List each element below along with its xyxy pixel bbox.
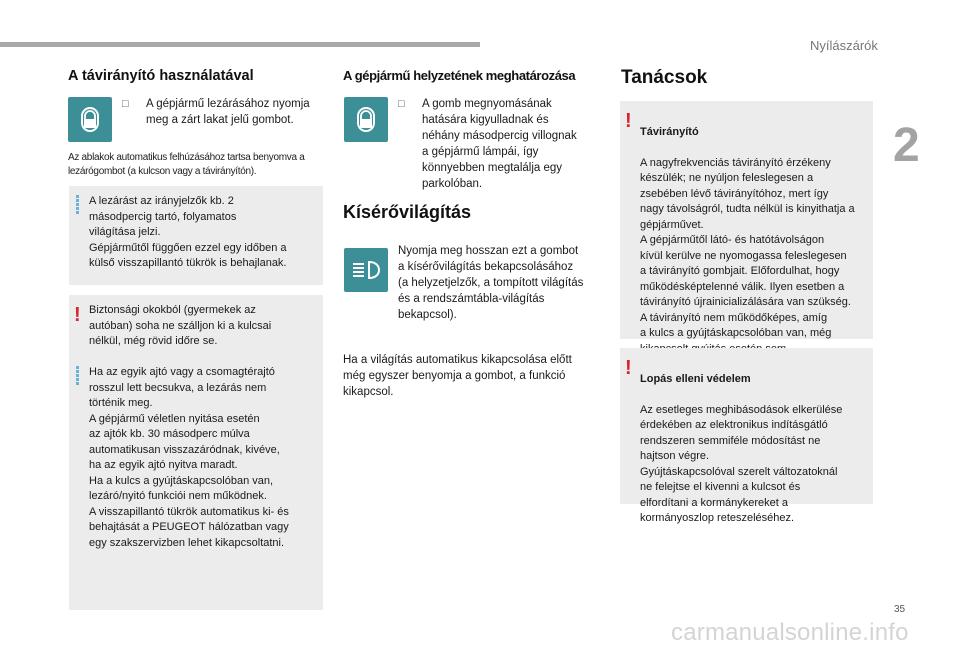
warning-box-remote (620, 101, 873, 339)
warning-box-children: ! Biztonsági okokból (gyermekek az autóban) soha ne szálljon ki a kulcsai nélkül, még rövid időre se. (69, 295, 323, 357)
checkbox-bullet-icon: □ (398, 98, 405, 110)
info-box-door-lock: Ha az egyik ajtó vagy a csomagtérajtó rosszul lett becsukva, a lezárás nem történik meg. A gépjármű véletlen nyitása esetén az ajtók kb. 30 másodperc múlva automatikusan visszazáródnak, kivéve, ha az egyik ajtó nyitva maradt. Ha a kulcs a gyújtáskapcsolóban van, lezáró/nyitó funkciói nem működnek. A visszapillantó tükrök automatikus ki- és behajtását a PEUGEOT hálózatban vagy egy szakszervizben lehet kikapcsoltatni. (69, 357, 323, 610)
info-icon (76, 195, 79, 217)
info-box-lock-signal: A lezárást az irányjelzők kb. 2 másodpercig tartó, folyamatos világítása jelzi. Gépjárműtől függően ezzel egy időben a külső visszapillantó tükrök is behajlanak. (69, 186, 323, 285)
warning-icon: ! (625, 110, 632, 132)
headlamp-button-image (344, 248, 388, 292)
tip-antitheft-title: Lopás elleni védelem (640, 372, 751, 385)
heading-remote-use: A távirányító használatával (68, 68, 254, 84)
header-rule (0, 42, 480, 47)
heading-locate-vehicle: A gépjármű helyzetének meghatározása (343, 68, 576, 83)
headlamp-icon (344, 248, 388, 292)
bullet-locate: □ A gomb megnyomásának hatására kigyulladnak és néhány másodpercig villognak a gépjármű lámpái, így könnyebben megtalálja egy parkolóban. (398, 98, 577, 190)
lock-icon (68, 97, 112, 142)
tip-remote-body: A nagyfrekvenciás távirányító érzékeny készülék; ne nyúljon feleslegesen a zsebében lévő távirányítóhoz, mert így nagy távolságról, tudta nélkül is kinyithatja a gépjárművet. A gépjárműtől látó- és hatótávolságon kívül kerülve ne nyomogassa feleslegesen a távirányító gombjait. Előfordulhat, hogy működésképtelenné válik. Ilyen esetben a távirányító újrainicializálására van szükség. A távirányító nem működőképes, amíg a kulcs a gyújtáskapcsolóban van, még (640, 156, 855, 339)
lock-icon (344, 97, 388, 142)
checkbox-bullet-icon: □ (122, 98, 129, 110)
lock-button-image-2 (344, 97, 388, 142)
section-title: Nyílászárók (810, 38, 878, 53)
guide-lighting-off-text: Ha a világítás automatikus kikapcsolása előtt még egyszer benyomja a gombot, a funkció kikapcsol. (343, 354, 572, 398)
heading-guide-lighting: Kísérővilágítás (343, 202, 472, 222)
tip-remote-title: Távirányító (640, 125, 699, 138)
warning-icon: ! (625, 357, 632, 379)
page-number: 35 (894, 604, 906, 615)
heading-tips: Tanácsok (621, 67, 708, 88)
warning-box-antitheft (620, 348, 873, 524)
chapter-number: 2 (893, 119, 920, 172)
warning-icon: ! (74, 304, 81, 326)
watermark: carmanualsonline.info (671, 619, 909, 646)
tip-antitheft-body: Az esetleges meghibásodások elkerülése érdekében az elektronikus indításgátló rendszeren semmiféle módosítást ne hajtson végre. Gyújtáskapcsolóval szerelt változatoknál ne felejtse el kivenni a kulcsot és elfordítani a kormánykereket a kormányoszlop reteszeléséhez. (640, 403, 843, 524)
note-auto-windows: Az ablakok automatikus felhúzásához tartsa benyomva a lezárógombot (a kulcson vagy a távirányítón). (68, 152, 305, 177)
guide-lighting-text: Nyomja meg hosszan ezt a gombot a kísérővilágítás bekapcsolásához (a helyzetjelzők, a tompított világítás és a rendszámtábla-világítás bekapcsol). (398, 245, 584, 321)
lock-button-image (68, 97, 112, 142)
info-icon (76, 366, 79, 388)
bullet-lock: □ A gépjármű lezárásához nyomja meg a zárt lakat jelű gombot. (122, 98, 310, 126)
